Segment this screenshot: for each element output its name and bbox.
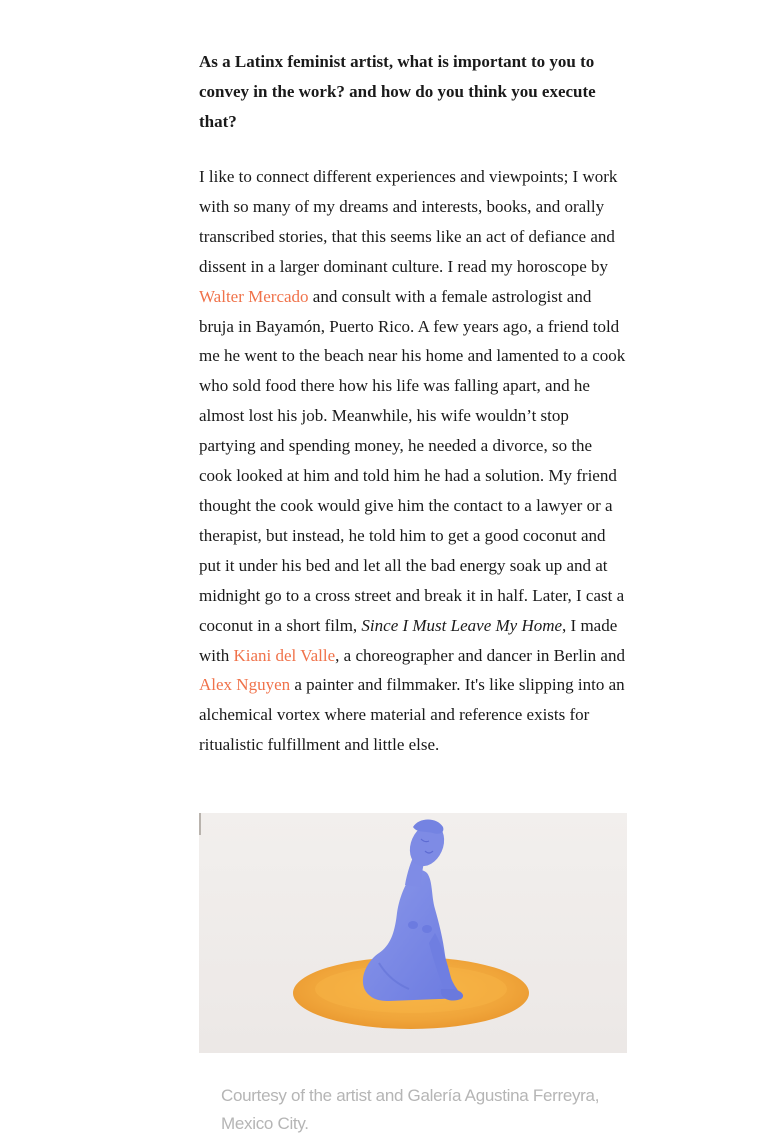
film-title: Since I Must Leave My Home	[361, 615, 563, 635]
walter-mercado-link[interactable]: Walter Mercado	[199, 286, 309, 306]
answer-text: and consult with a female astrologist and bruja in Bayamón, Puerto Rico. A few years ago, a friend told me he went to the beach near his home and lamented to a cook who sold food there how his life was falling apart, and he almost lost his job. Meanwhile, his wife wouldn’t stop partying and spending money, he needed a divorce, so the cook looked at him and told him he had a solution. My friend thought the cook would give him the contact to a lawyer or a therapist, but instead, he told him to get a good coconut and put it under his bed and let all the bad energy soak up and at midnight go to a cross street and break it in half. Later, I cast a coconut in a short film,	[199, 286, 626, 635]
image-caption: Courtesy of the artist and Galería Agustina Ferreyra, Mexico City.	[221, 1086, 600, 1133]
artwork-photo	[199, 813, 627, 1053]
interview-answer	[199, 162, 629, 760]
answer-text: , a choreographer and dancer in Berlin and	[335, 645, 625, 665]
answer-text: a painter and filmmaker. It's like slipping into an alchemical vortex where material and reference exists for ritualistic fulfillment and little else.	[199, 675, 625, 755]
article-body	[199, 47, 629, 760]
alex-nguyen-link[interactable]: Alex Nguyen	[199, 675, 291, 695]
kiani-del-valle-link[interactable]: Kiani del Valle	[233, 645, 336, 665]
answer-text: , I made with	[199, 615, 618, 665]
answer-text: I like to connect different experiences and viewpoints; I work with so many of my dreams and interests, books, and orally transcribed stories, that this seems like an act of defiance and dissent in a larger dominant culture. I read my horoscope by	[199, 167, 618, 276]
interview-question: As a Latinx feminist artist, what is important to you to convey in the work? and how do you think you execute that?	[199, 52, 596, 131]
blue-sculpture-on-sand-image	[199, 813, 627, 1053]
